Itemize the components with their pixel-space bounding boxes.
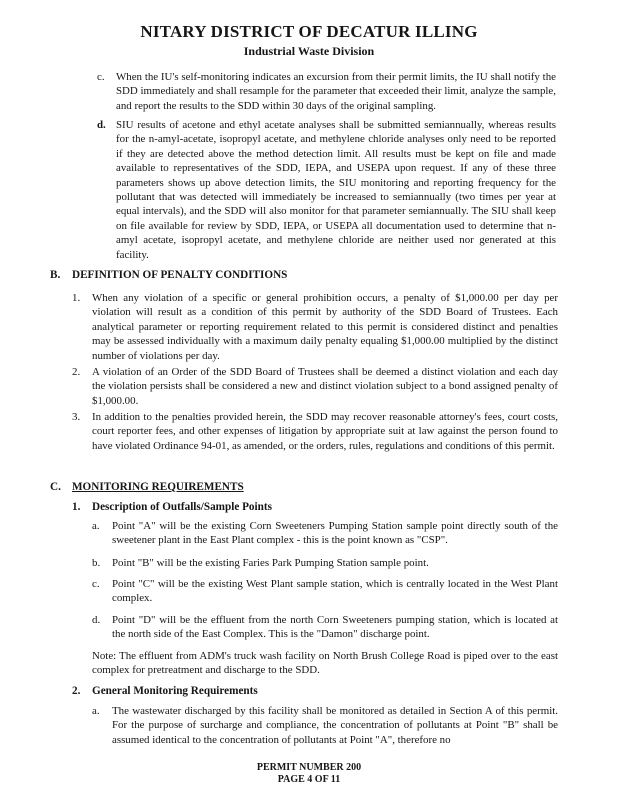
c1-item-c-text: Point "C" will be the existing West Plant sample station, which is centrally located in the West Plant complex. bbox=[112, 578, 558, 605]
c-sub2-label: 2. bbox=[72, 685, 81, 697]
c1-item-c-label: c. bbox=[92, 578, 100, 590]
item-d-text: SIU results of acetone and ethyl acetate analyses shall be submitted semiannually, whereas results for the n-amyl-acetate, isopropyl acetate, and methylene chloride analyses only need to be reported if they are detected above the method detection limit. All results must be kept on file and made available to representatives of the SDD, IEPA, and USEPA upon request. If any of these three parameters shows up above detection limits, the SIU monitoring and reporting frequency for the pollutant that was detected will immediately be increased to semiannually (two times per year at equal intervals), and the SDD will also monitor for that parameter semiannually. The SIU shall keep on file available for review by SDD, IEPA, or USEPA all documentation used to determine that n-amyl acetate, isopropyl acetate, and methylene chloride are neither used nor generated at this facility. bbox=[116, 119, 556, 261]
permit-number: PERMIT NUMBER 200 bbox=[256, 762, 362, 773]
c-sub1-label: 1. bbox=[72, 501, 81, 513]
b-item-2-label: 2. bbox=[72, 366, 81, 378]
c2-item-a-label: a. bbox=[92, 705, 100, 717]
section-c-letter: C. bbox=[50, 481, 61, 493]
district-title: NITARY DISTRICT OF DECATUR ILLING bbox=[140, 22, 478, 41]
section-c-title: MONITORING REQUIREMENTS bbox=[72, 481, 244, 493]
section-b-title: DEFINITION OF PENALTY CONDITIONS bbox=[72, 269, 288, 281]
division-subtitle: Industrial Waste Division bbox=[243, 44, 375, 58]
item-c-text: When the IU's self-monitoring indicates an excursion from their permit limits, the IU shall notify the SDD immediately and shall resample for the parameter that exceeded their limit, analyze the sample, and report the results to the SDD within 30 days of the original sampling. bbox=[116, 71, 556, 112]
c1-item-a-text: Point "A" will be the existing Corn Sweeteners Pumping Station sample point directly south of the sweetener plant in the East Plant complex - this is the point known as "CSP". bbox=[112, 520, 558, 547]
c2-item-a-text: The wastewater discharged by this facility shall be monitored as detailed in Section A of this permit. For the purpose of surcharge and compliance, the concentration of pollutants at Point "B" shall be assumed identical to the concentration of pollutants at Point "A", therefore no bbox=[112, 705, 558, 746]
c-sub1-title: Description of Outfalls/Sample Points bbox=[92, 501, 272, 513]
c1-item-a-label: a. bbox=[92, 520, 100, 532]
item-d-label: d. bbox=[97, 119, 106, 131]
c1-item-b-text: Point "B" will be the existing Faries Park Pumping Station sample point. bbox=[112, 557, 429, 569]
b-item-3-label: 3. bbox=[72, 411, 81, 423]
b-item-1-label: 1. bbox=[72, 292, 81, 304]
truck-wash-note: Note: The effluent from ADM's truck wash facility on North Brush College Road is piped over to the east complex for pretreatment and discharge to the SDD. bbox=[92, 650, 558, 677]
c-sub2-title: General Monitoring Requirements bbox=[92, 685, 258, 697]
b-item-2-text: A violation of an Order of the SDD Board of Trustees shall be deemed a distinct violation and each day the violation persists shall be considered a new and distinct violation subject to a bond assigned penalty of $1,000.00. bbox=[92, 366, 558, 407]
c1-item-b-label: b. bbox=[92, 557, 101, 569]
section-b-letter: B. bbox=[50, 269, 61, 281]
c1-item-d-text: Point "D" will be the effluent from the north Corn Sweeteners pumping station, which is located at the north side of the East Complex. This is the "Damon" discharge point. bbox=[112, 614, 558, 641]
b-item-3-text: In addition to the penalties provided herein, the SDD may recover reasonable attorney's fees, court costs, court reporter fees, and other expenses of litigation by appropriate suit at law against the person found to have violated Ordinance 94-01, as amended, or the orders, rules, regulations and conditions of this permit. bbox=[92, 411, 558, 452]
page-number: PAGE 4 OF 11 bbox=[277, 774, 341, 785]
c1-item-d-label: d. bbox=[92, 614, 101, 626]
item-c-label: c. bbox=[97, 71, 105, 83]
b-item-1-text: When any violation of a specific or general prohibition occurs, a penalty of $1,000.00 per day per violation will result as a condition of this permit by authority of the SDD Board of Trustees. Each analytical parameter or reporting requirement related to this permit is considered distinct and penalties may be assessed individually with a maximum daily penalty equaling $1,000.00 multiplied by the distinct number of violations per day. bbox=[92, 292, 558, 362]
